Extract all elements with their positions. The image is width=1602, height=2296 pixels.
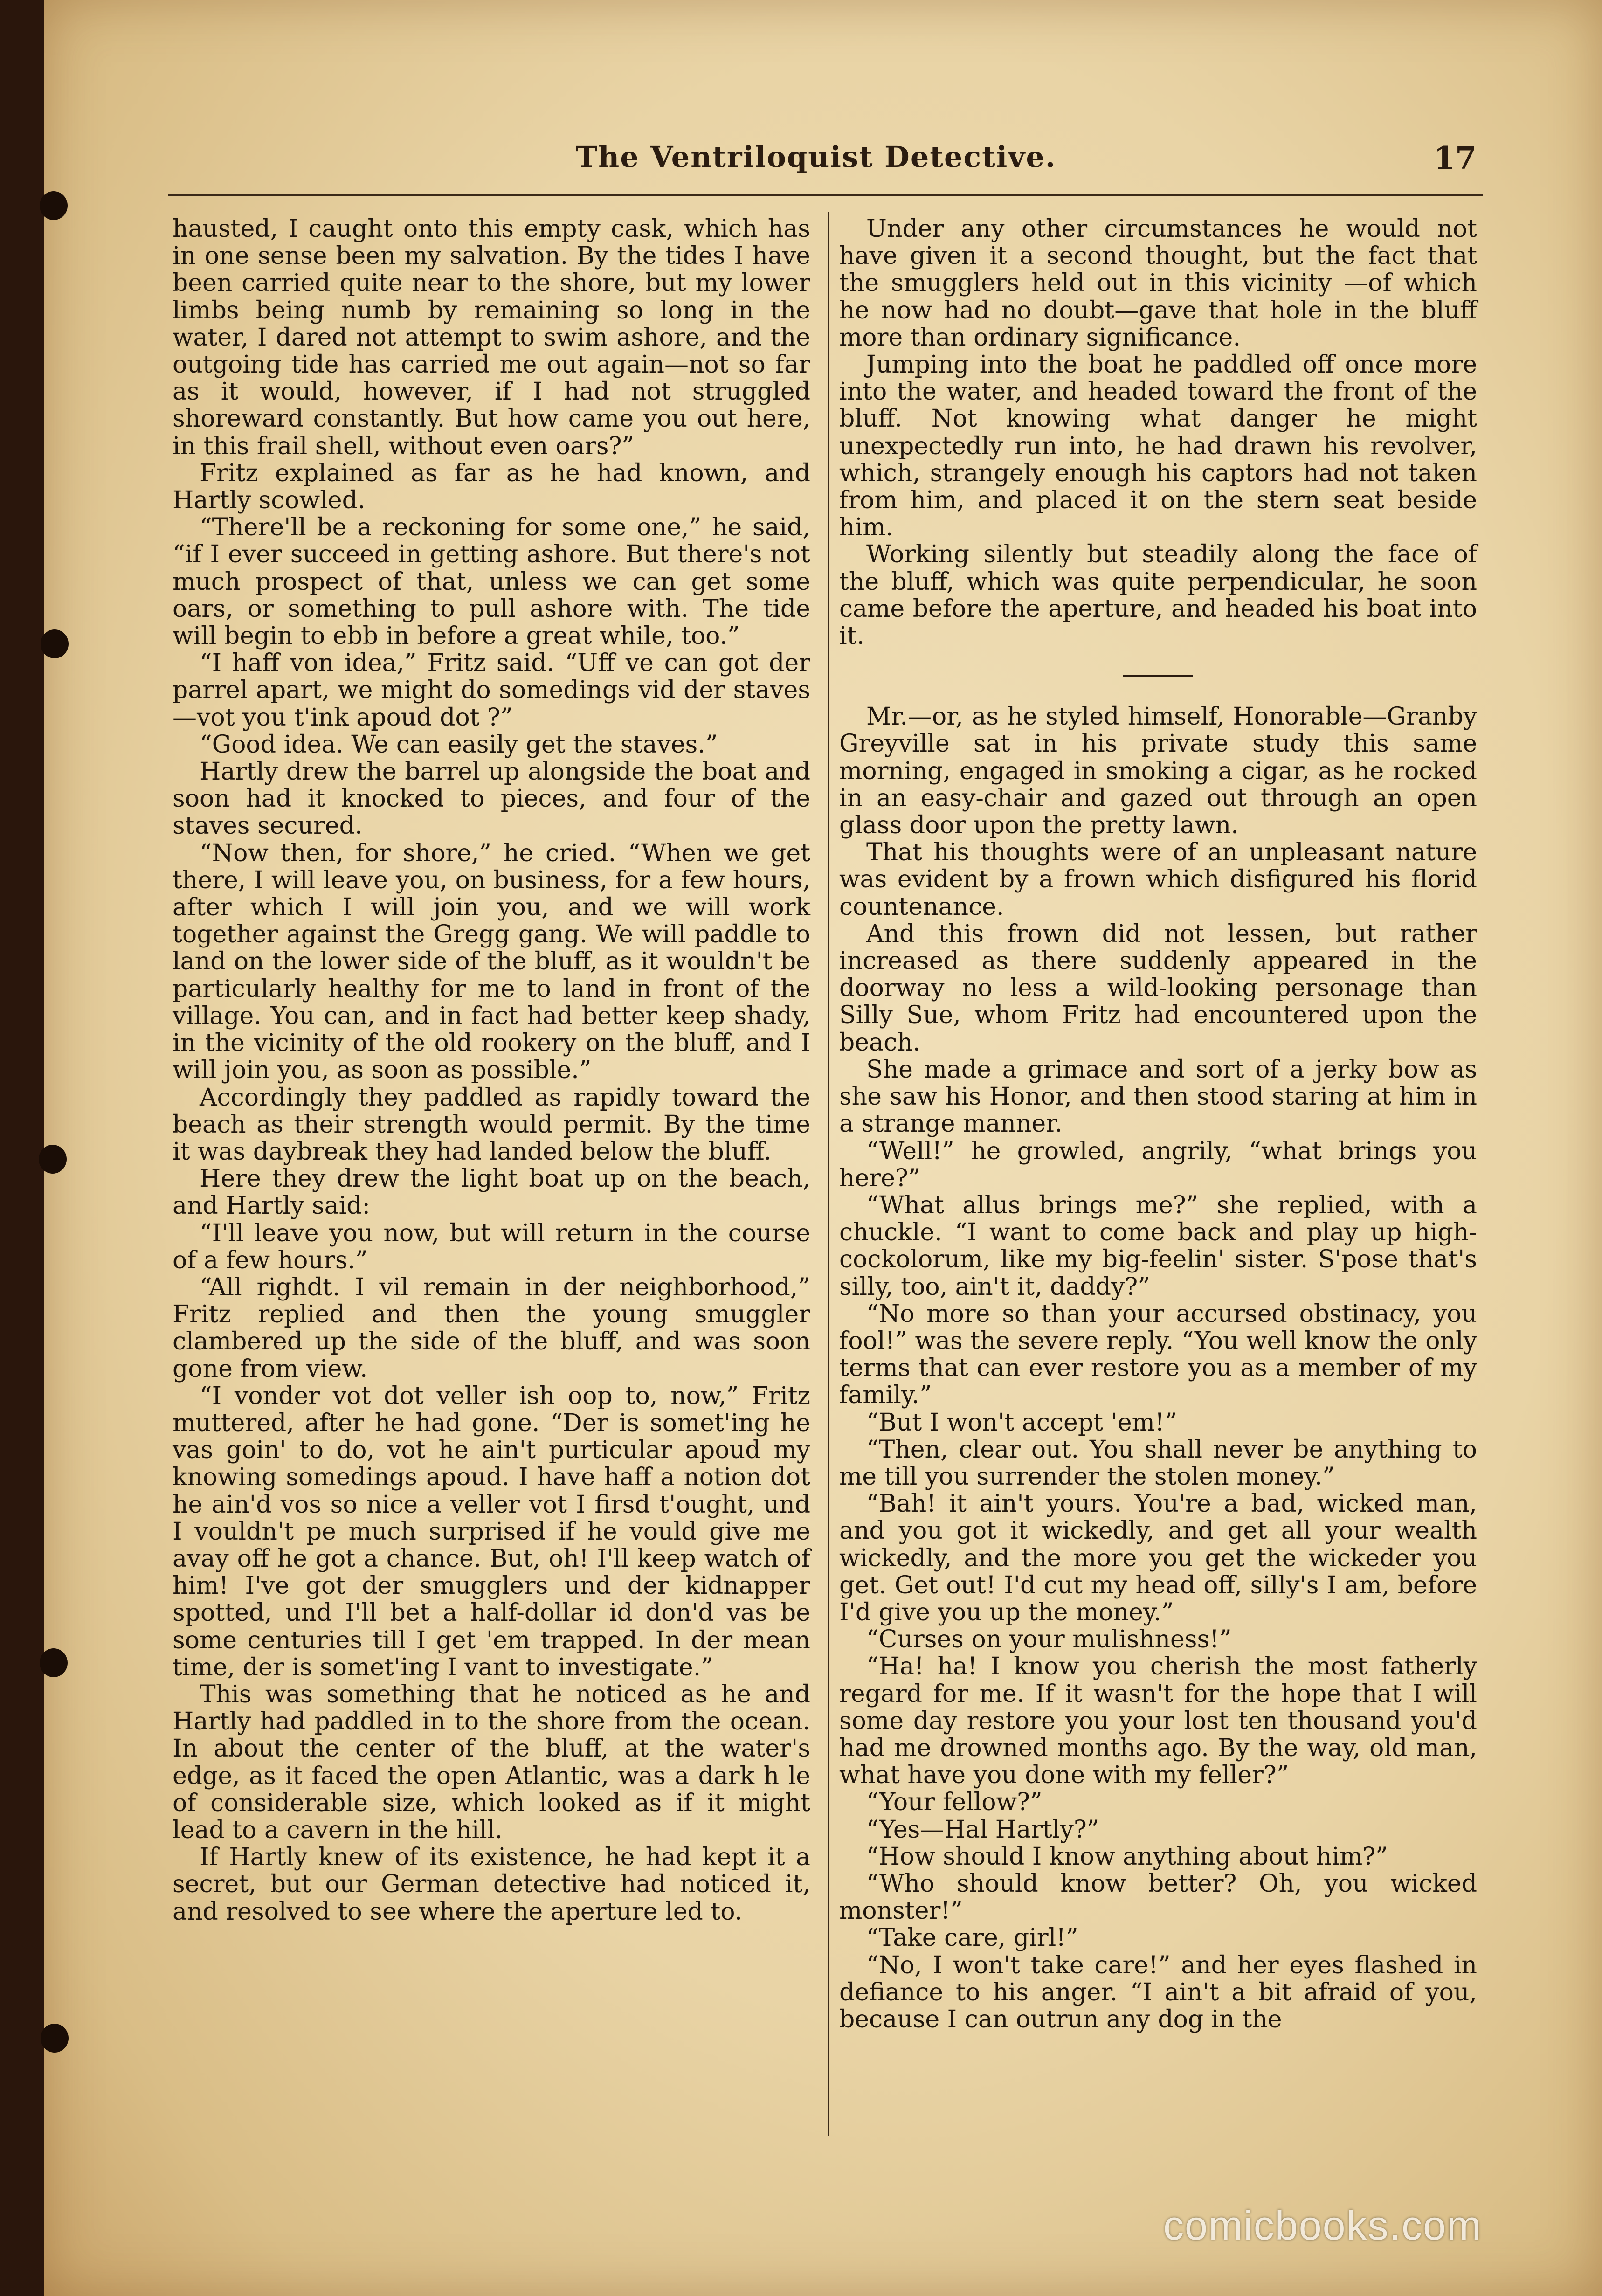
paragraph: This was something that he noticed as he and Hartly had paddled in to the shore from the ocean. In about the center of the bluff, at the water's edge, as it faced the open Atlantic, was a dark h le of considerable size, which looked as if it might lead to a cavern in the hill. <box>173 1680 810 1844</box>
paragraph: Accordingly they paddled as rapidly toward the beach as their strength would permit. By the time it was daybreak they had landed below the bluff. <box>173 1083 810 1166</box>
right-column <box>839 215 1477 2033</box>
paragraph: “No, I won't take care!” and her eyes flashed in defiance to his anger. “I ain't a bit afraid of you, because I can outrun any dog in the <box>839 1951 1477 2033</box>
paragraph: “Take care, girl!” <box>866 1924 1078 1952</box>
paragraph: That his thoughts were of an unpleasant nature was evident by a frown which disfigured his florid countenance. <box>839 838 1477 921</box>
column-divider <box>828 212 829 2136</box>
binding-hole <box>40 1648 68 1677</box>
binding-hole <box>40 191 68 220</box>
paragraph: Hartly drew the barrel up alongside the boat and soon had it knocked to pieces, and four of the staves secured. <box>173 758 810 840</box>
left-column <box>173 215 810 1925</box>
watermark: comicbooks.com <box>1163 2202 1482 2248</box>
paragraph: “Well!” he growled, angrily, “what brings you here?” <box>839 1137 1477 1192</box>
paragraph: “What allus brings me?” she replied, with a chuckle. “I want to come back and play up high-cockolorum, like my big-feelin' sister. S'pose that's silly, too, ain't it, daddy?” <box>839 1191 1477 1301</box>
header-rule <box>168 194 1483 196</box>
paragraph: “Now then, for shore,” he cried. “When we get there, I will leave you, on business, for a few hours, after which I will join you, and we will work together against the Gregg gang. We will paddle to land on the lower side of the bluff, as it wouldn't be particularly healthy for me to land in front of the village. You can, and in fact had better keep shady, in the vicinity of the old rookery on the bluff, and I will join you, as soon as possible.” <box>173 839 810 1085</box>
paragraph: “Ha! ha! I know you cherish the most fatherly regard for me. If it wasn't for the hope that I will some day restore you your lost ten thousand you'd had me drowned months ago. By the way, old man, what have you done with my feller?” <box>839 1653 1477 1790</box>
paragraph: “I vonder vot dot veller ish oop to, now,” Fritz muttered, after he had gone. “Der is somet'ing he vas goin' to do, vot he ain't purticular apoud my knowing somedings apoud. I have haff a notion dot he ain'd vos so nice a veller vot I firsd t'ought, und I vouldn't pe much surprised if he vould give me avay off he got a chance. But, oh! I'll keep watch of him! I've got der smugglers und der kidnapper spotted, und I'll bet a half-dollar id don'd vas be some centuries till I get 'em trapped. In der mean time, der is somet'ing I vant to investigate.” <box>173 1382 810 1681</box>
paragraph: Mr.—or, as he styled himself, Honorable—Granby Greyville sat in his private study this same morning, engaged in smoking a cigar, as he rocked in an easy-chair and gazed out through an open glass door upon the pretty lawn. <box>839 703 1477 840</box>
paragraph: “Your fellow?” <box>866 1788 1043 1817</box>
paragraph: “Who should know better? Oh, you wicked monster!” <box>839 1869 1477 1925</box>
paragraph: “I'll leave you now, but will return in the course of a few hours.” <box>173 1219 810 1274</box>
paragraph: hausted, I caught onto this empty cask, which has in one sense been my salvation. By the tides I have been carried quite near to the shore, but my lower limbs being numb by remaining so long in the water, I dared not attempt to swim ashore, and the outgoing tide has carried me out again—not so far as it would, however, if I had not struggled shoreward constantly. But how came you out here, in this frail shell, without even oars?” <box>173 215 810 460</box>
paragraph: “Good idea. We can easily get the staves.” <box>200 730 718 759</box>
paragraph: “Yes—Hal Hartly?” <box>866 1815 1099 1844</box>
paragraph: “Then, clear out. You shall never be anything to me till you surrender the stolen money.” <box>839 1435 1477 1491</box>
paragraph: “I haff von idea,” Fritz said. “Uff ve can got der parrel apart, we might do somedings vid der staves—vot you t'ink apoud dot ?” <box>173 649 810 732</box>
paragraph: If Hartly knew of its existence, he had kept it a secret, but our German detective had noticed it, and resolved to see where the aperture led to. <box>173 1843 810 1926</box>
paragraph: “There'll be a reckoning for some one,” he said, “if I ever succeed in getting ashore. But there's not much prospect of that, unless we can get some oars, or something to pull ashore with. The tide will begin to ebb in before a great while, too.” <box>173 513 810 650</box>
paragraph: “How should I know anything about him?” <box>866 1842 1388 1871</box>
paragraph: Fritz explained as far as he had known, and Hartly scowled. <box>173 459 810 515</box>
paragraph: She made a grimace and sort of a jerky bow as she saw his Honor, and then stood staring at him in a strange manner. <box>839 1055 1477 1138</box>
paragraph: Jumping into the boat he paddled off once more into the water, and headed toward the front of the bluff. Not knowing what danger he might unexpectedly run into, he had drawn his revolver, which, strangely enough his captors had not taken from him, and placed it on the stern seat beside him. <box>839 351 1477 542</box>
running-header: The Ventriloquist Detective. <box>576 140 1056 174</box>
paragraph: “All righdt. I vil remain in der neighborhood,” Fritz replied and then the young smuggler clambered up the side of the bluff, and was soon gone from view. <box>173 1273 810 1383</box>
paragraph: Under any other circumstances he would not have given it a second thought, but the fact that the smugglers held out in this vicinity —of which he now had no doubt—gave that hole in the bluff more than ordinary significance. <box>839 215 1477 352</box>
page-number: 17 <box>1434 140 1477 176</box>
section-break-rule <box>1123 675 1193 677</box>
paragraph: And this frown did not lessen, but rather increased as there suddenly appeared in the doorway no less a wild-looking personage than Silly Sue, whom Fritz had encountered upon the beach. <box>839 920 1477 1057</box>
paragraph: Here they drew the light boat up on the beach, and Hartly said: <box>173 1165 810 1220</box>
right-column-part-2 <box>839 703 1477 2033</box>
right-column-part-1 <box>839 215 1477 650</box>
binding-hole <box>39 1145 67 1174</box>
paragraph: “Bah! it ain't yours. You're a bad, wicked man, and you got it wickedly, and get all your wealth wickedly, and the more you get the wickeder you get. Get out! I'd cut my head off, silly's I am, before I'd give you up the money.” <box>839 1490 1477 1626</box>
paragraph: Working silently but steadily along the face of the bluff, which was quite perpendicular, he soon came before the aperture, and headed his boat into it. <box>839 540 1477 650</box>
binding-hole <box>41 629 69 658</box>
binding-hole <box>41 2024 69 2053</box>
paragraph: “But I won't accept 'em!” <box>866 1408 1177 1437</box>
paragraph: “Curses on your mulishness!” <box>866 1625 1232 1654</box>
paragraph: “No more so than your accursed obstinacy, you fool!” was the severe reply. “You well know the only terms that can ever restore you as a member of my family.” <box>839 1300 1477 1410</box>
